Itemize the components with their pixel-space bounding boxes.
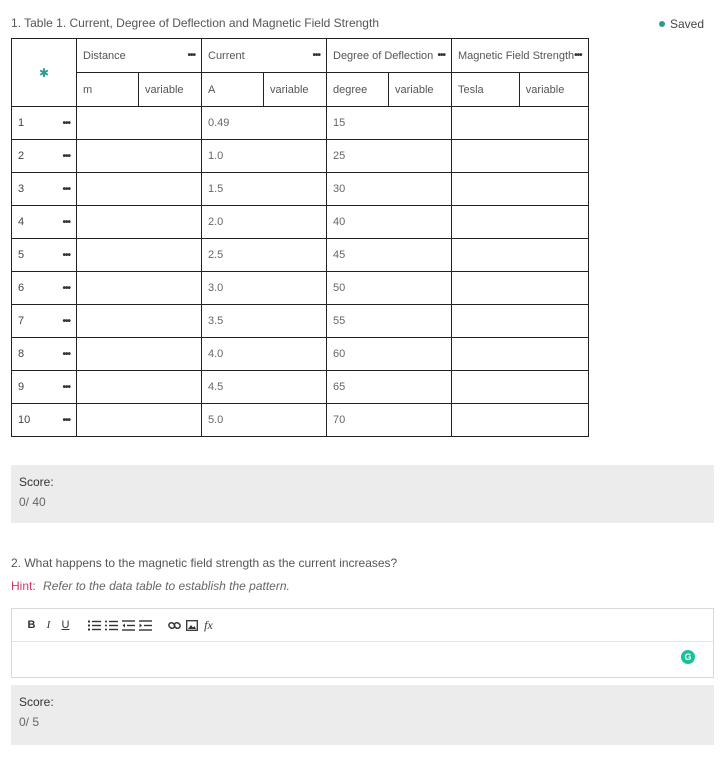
editor-toolbar	[12, 609, 713, 642]
indent-icon	[139, 620, 152, 631]
table-settings-cell[interactable]	[12, 39, 77, 107]
field-strength-cell[interactable]	[452, 107, 589, 140]
row-header[interactable]	[12, 206, 77, 239]
type-cell[interactable]: variable	[264, 73, 327, 107]
row-menu-icon[interactable]: •••	[62, 150, 70, 162]
row-header[interactable]	[12, 338, 77, 371]
table-row	[12, 272, 589, 305]
unit-cell[interactable]: Tesla	[452, 73, 520, 107]
table-row	[12, 338, 589, 371]
distance-cell[interactable]	[77, 107, 202, 140]
distance-cell[interactable]	[77, 404, 202, 437]
row-number: 10	[18, 414, 31, 426]
distance-cell[interactable]	[77, 338, 202, 371]
deflection-cell[interactable]: 30	[327, 173, 452, 206]
column-header-distance[interactable]	[77, 39, 202, 73]
deflection-cell[interactable]: 15	[327, 107, 452, 140]
row-header[interactable]	[12, 107, 77, 140]
deflection-cell[interactable]: 65	[327, 371, 452, 404]
row-number: 6	[18, 282, 25, 294]
field-strength-cell[interactable]	[452, 140, 589, 173]
data-table	[11, 38, 589, 437]
row-menu-icon[interactable]: •••	[62, 282, 70, 294]
row-menu-icon[interactable]: •••	[62, 414, 70, 426]
bullet-list-icon	[105, 620, 118, 631]
field-strength-cell[interactable]	[452, 371, 589, 404]
deflection-cell[interactable]: 55	[327, 305, 452, 338]
hint-text: Refer to the data table to establish the pattern.	[43, 579, 290, 593]
column-name: Current	[208, 49, 245, 62]
column-header-deflection[interactable]	[327, 39, 452, 73]
gear-icon[interactable]: ✱	[38, 65, 50, 80]
row-menu-icon[interactable]: •••	[62, 216, 70, 228]
row-number: 9	[18, 381, 25, 393]
bold-button[interactable]: B	[27, 619, 36, 631]
outdent-icon	[122, 620, 135, 631]
row-header[interactable]	[12, 239, 77, 272]
current-cell[interactable]: 4.0	[202, 338, 327, 371]
link-button[interactable]	[167, 617, 182, 633]
underline-button[interactable]: U	[61, 619, 70, 631]
deflection-cell[interactable]: 45	[327, 239, 452, 272]
unit-cell[interactable]: A	[202, 73, 264, 107]
hint	[11, 579, 290, 593]
row-number: 5	[18, 249, 25, 261]
column-menu-icon[interactable]: •••	[437, 50, 445, 61]
distance-cell[interactable]	[77, 206, 202, 239]
row-menu-icon[interactable]: •••	[62, 315, 70, 327]
distance-cell[interactable]	[77, 173, 202, 206]
row-header[interactable]	[12, 404, 77, 437]
row-menu-icon[interactable]: •••	[62, 249, 70, 261]
saved-label: Saved	[669, 17, 704, 31]
table-row	[12, 404, 589, 437]
question-1-title: 1. Table 1. Current, Degree of Deflection and Magnetic Field Strength	[11, 16, 379, 30]
score-label: Score:	[19, 475, 54, 489]
row-header[interactable]	[12, 272, 77, 305]
saved-status	[659, 17, 704, 31]
current-cell[interactable]: 1.5	[202, 173, 327, 206]
current-cell[interactable]: 2.5	[202, 239, 327, 272]
grammarly-icon[interactable]: G	[681, 650, 695, 664]
current-cell[interactable]: 3.5	[202, 305, 327, 338]
field-strength-cell[interactable]	[452, 173, 589, 206]
table-row	[12, 239, 589, 272]
score-value: 0/ 40	[19, 495, 46, 509]
outdent-button[interactable]	[121, 617, 136, 633]
row-number: 1	[18, 117, 25, 129]
table-body	[12, 107, 589, 437]
distance-cell[interactable]	[77, 371, 202, 404]
deflection-cell[interactable]: 60	[327, 338, 452, 371]
question-2-text: 2. What happens to the magnetic field strength as the current increases?	[11, 556, 398, 570]
type-cell[interactable]: variable	[139, 73, 202, 107]
current-cell[interactable]: 2.0	[202, 206, 327, 239]
bullet-list-button[interactable]	[104, 617, 119, 633]
current-cell[interactable]: 4.5	[202, 371, 327, 404]
saved-indicator-icon	[659, 21, 665, 27]
ordered-list-button[interactable]	[87, 617, 102, 633]
score-box-q2	[11, 685, 714, 745]
score-box-q1	[11, 465, 714, 523]
deflection-cell[interactable]: 25	[327, 140, 452, 173]
type-cell[interactable]: variable	[519, 73, 588, 107]
score-value: 0/ 5	[19, 715, 40, 729]
row-header[interactable]	[12, 140, 77, 173]
column-menu-icon[interactable]: •••	[574, 50, 582, 61]
distance-cell[interactable]	[77, 272, 202, 305]
column-name: Magnetic Field Strength	[458, 49, 575, 62]
current-cell[interactable]: 3.0	[202, 272, 327, 305]
table-row	[12, 173, 589, 206]
table-row	[12, 206, 589, 239]
field-strength-cell[interactable]	[452, 239, 589, 272]
deflection-cell[interactable]: 70	[327, 404, 452, 437]
link-icon	[168, 620, 181, 631]
distance-cell[interactable]	[77, 239, 202, 272]
italic-button[interactable]: I	[46, 619, 51, 631]
ordered-list-icon	[88, 620, 101, 631]
distance-cell[interactable]	[77, 140, 202, 173]
table-row	[12, 107, 589, 140]
row-menu-icon[interactable]: •••	[62, 348, 70, 360]
unit-cell[interactable]: degree	[327, 73, 389, 107]
field-strength-cell[interactable]	[452, 404, 589, 437]
table-row	[12, 305, 589, 338]
row-header[interactable]	[12, 305, 77, 338]
hint-label: Hint:	[11, 579, 36, 593]
image-icon	[186, 620, 198, 631]
row-header[interactable]	[12, 173, 77, 206]
row-menu-icon[interactable]: •••	[62, 117, 70, 129]
row-number: 4	[18, 216, 25, 228]
row-menu-icon[interactable]: •••	[62, 183, 70, 195]
row-number: 2	[18, 150, 25, 162]
unit-cell[interactable]: m	[77, 73, 139, 107]
deflection-cell[interactable]: 50	[327, 272, 452, 305]
current-cell[interactable]: 5.0	[202, 404, 327, 437]
row-number: 8	[18, 348, 25, 360]
column-header-field-strength[interactable]	[452, 39, 589, 73]
table-row	[12, 371, 589, 404]
column-header-current[interactable]	[202, 39, 327, 73]
column-menu-icon[interactable]: •••	[312, 50, 320, 61]
row-menu-icon[interactable]: •••	[62, 381, 70, 393]
current-cell[interactable]: 1.0	[202, 140, 327, 173]
current-cell[interactable]: 0.49	[202, 107, 327, 140]
answer-editor[interactable]	[11, 608, 714, 678]
field-strength-cell[interactable]	[452, 305, 589, 338]
field-strength-cell[interactable]	[452, 206, 589, 239]
row-number: 7	[18, 315, 25, 327]
table-row	[12, 140, 589, 173]
deflection-cell[interactable]: 40	[327, 206, 452, 239]
type-cell[interactable]: variable	[389, 73, 452, 107]
field-strength-cell[interactable]	[452, 338, 589, 371]
column-menu-icon[interactable]: •••	[187, 50, 195, 61]
distance-cell[interactable]	[77, 305, 202, 338]
image-button[interactable]	[184, 617, 199, 633]
column-name: Degree of Deflection	[333, 49, 434, 62]
row-header[interactable]	[12, 371, 77, 404]
row-number: 3	[18, 183, 25, 195]
score-label: Score:	[19, 695, 54, 709]
formula-button[interactable]: fx	[204, 617, 213, 632]
indent-button[interactable]	[138, 617, 153, 633]
column-name: Distance	[83, 49, 126, 62]
field-strength-cell[interactable]	[452, 272, 589, 305]
